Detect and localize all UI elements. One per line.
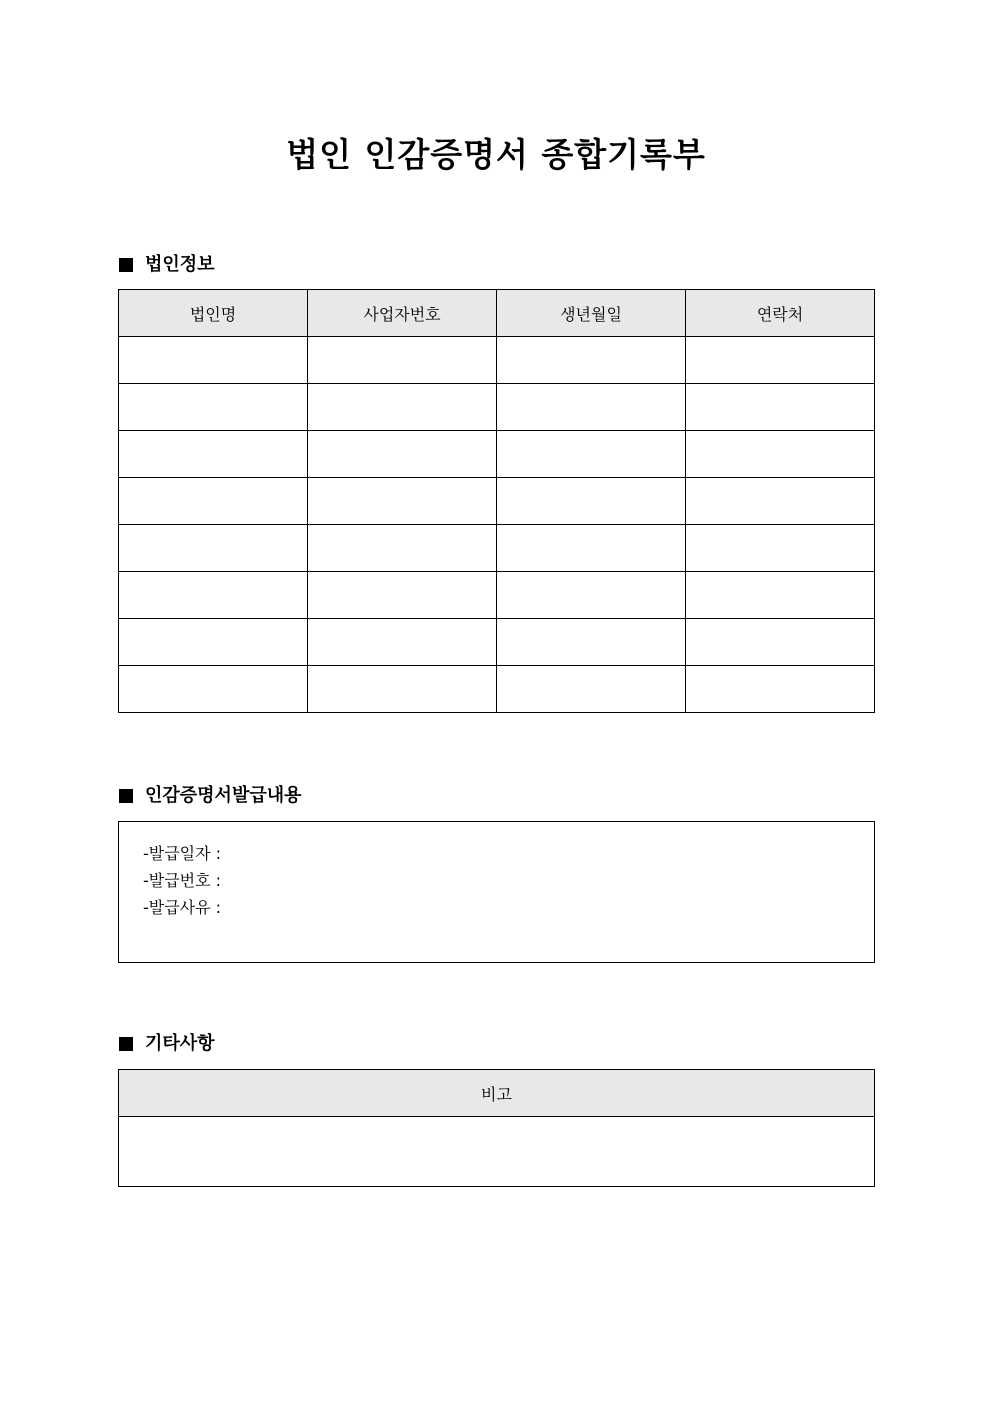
table-cell[interactable] [686, 619, 875, 666]
corp-info-table [118, 289, 875, 713]
table-cell[interactable] [686, 666, 875, 713]
table-cell[interactable] [497, 619, 686, 666]
issue-number-line: -발급번호 : [143, 871, 222, 890]
column-header-corp-name: 법인명 [119, 290, 308, 337]
table-cell[interactable] [497, 572, 686, 619]
table-cell[interactable] [308, 572, 497, 619]
table-cell[interactable] [119, 525, 308, 572]
table-cell[interactable] [308, 666, 497, 713]
table-row [119, 337, 875, 384]
column-header-birth-date: 생년월일 [497, 290, 686, 337]
table-cell[interactable] [686, 337, 875, 384]
issue-details-box [118, 821, 875, 963]
section-heading-issue [119, 784, 302, 808]
table-cell[interactable] [119, 619, 308, 666]
column-header-remarks: 비고 [119, 1070, 875, 1117]
table-cell[interactable] [119, 431, 308, 478]
page-title: 법인 인감증명서 종합기록부 [286, 135, 706, 174]
table-row [119, 525, 875, 572]
remarks-cell[interactable] [119, 1117, 875, 1187]
section-heading-corp-info [119, 253, 215, 277]
table-cell[interactable] [497, 431, 686, 478]
table-row [119, 478, 875, 525]
table-cell[interactable] [308, 337, 497, 384]
table-cell[interactable] [119, 666, 308, 713]
table-cell[interactable] [119, 478, 308, 525]
table-cell[interactable] [497, 337, 686, 384]
table-cell[interactable] [686, 525, 875, 572]
table-row [119, 384, 875, 431]
table-cell[interactable] [119, 337, 308, 384]
table-row [119, 572, 875, 619]
issue-reason-line: -발급사유 : [143, 898, 222, 917]
table-cell[interactable] [497, 525, 686, 572]
table-cell[interactable] [497, 666, 686, 713]
table-cell[interactable] [308, 619, 497, 666]
table-header-row [119, 290, 875, 337]
square-bullet-icon [119, 789, 133, 803]
section-heading-etc [119, 1032, 215, 1056]
table-cell[interactable] [686, 572, 875, 619]
table-cell[interactable] [119, 572, 308, 619]
table-row [119, 431, 875, 478]
table-header-row [119, 1070, 875, 1117]
table-cell[interactable] [497, 478, 686, 525]
table-row [119, 619, 875, 666]
table-cell[interactable] [308, 431, 497, 478]
table-row [119, 666, 875, 713]
table-cell[interactable] [308, 525, 497, 572]
table-cell[interactable] [119, 384, 308, 431]
table-cell[interactable] [686, 478, 875, 525]
column-header-contact: 연락처 [686, 290, 875, 337]
table-cell[interactable] [308, 478, 497, 525]
section-heading-label: 법인정보 [145, 254, 215, 275]
issue-date-line: -발급일자 : [143, 844, 222, 863]
section-heading-label: 인감증명서발급내용 [145, 785, 302, 806]
square-bullet-icon [119, 258, 133, 272]
table-cell[interactable] [686, 431, 875, 478]
remarks-table [118, 1069, 875, 1187]
table-cell[interactable] [308, 384, 497, 431]
column-header-business-number: 사업자번호 [308, 290, 497, 337]
square-bullet-icon [119, 1037, 133, 1051]
table-cell[interactable] [497, 384, 686, 431]
table-cell[interactable] [686, 384, 875, 431]
table-row [119, 1117, 875, 1187]
section-heading-label: 기타사항 [145, 1033, 215, 1054]
